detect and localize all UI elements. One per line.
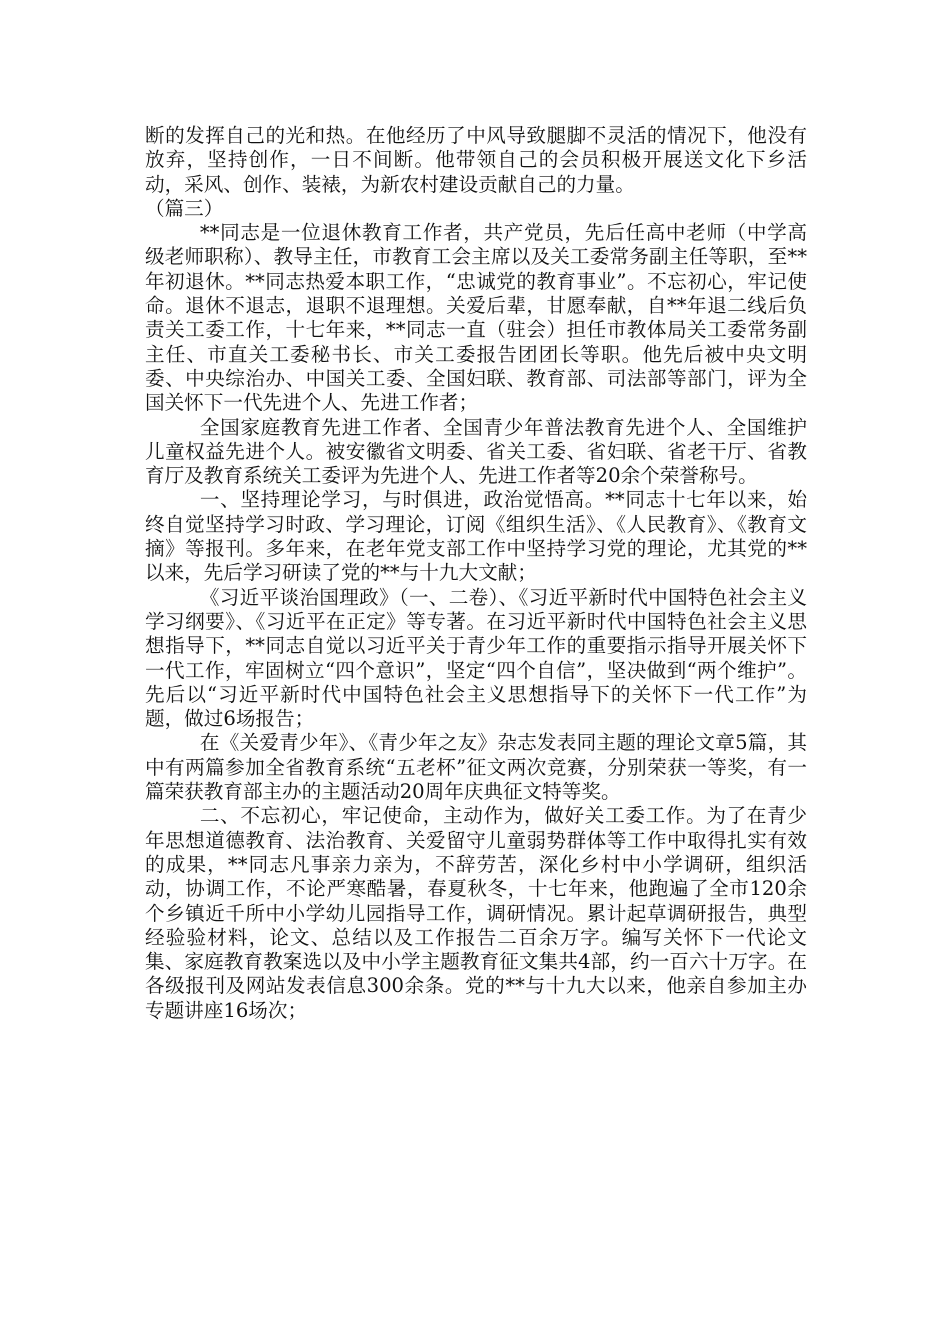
section-heading: （篇三） xyxy=(145,196,224,220)
paragraph-theory-study: 一、坚持理论学习，与时俱进，政治觉悟高。**同志十七年以来，始终自觉坚持学习时政、学习理论，订阅《组织生活》、《人民教育》、《教育文摘》等报刊。多年来，在老年党支部工作中坚持学习党的理论，尤其党的**以来，先后学习研读了党的**与十九大文献； xyxy=(145,488,807,585)
paragraph-works: 《习近平谈治国理政》（一、二卷）、《习近平新时代中国特色社会主义学习纲要》、《习近平在正定》等专著。在习近平新时代中国特色社会主义思想指导下，**同志自觉以习近平关于青少年工作的重要指示指导开展关怀下一代工作，牢固树立“四个意识”，坚定“四个自信”，坚决做到“两个维护”。先后以“习近平新时代中国特色社会主义思想指导下的关怀下一代工作”为题，做过6场报告； xyxy=(145,585,807,731)
paragraph-honors: 全国家庭教育先进工作者、全国青少年普法教育先进个人、全国维护儿童权益先进个人。被安徽省文明委、省关工委、省妇联、省老干厅、省教育厅及教育系统关工委评为先进个人、先进工作者等20余个荣誉称号。 xyxy=(145,415,807,488)
paragraph-continuation: 断的发挥自己的光和热。在他经历了中风导致腿脚不灵活的情况下，他没有放弃，坚持创作，一日不间断。他带领自己的会员积极开展送文化下乡活动，采风、创作、装裱，为新农村建设贡献自己的力量。 xyxy=(145,124,807,196)
paragraph-articles: 在《关爱青少年》、《青少年之友》杂志发表同主题的理论文章5篇，其中有两篇参加全省教育系统“五老杯”征文两次竞赛，分别荣获一等奖，有一篇荣获教育部主办的主题活动20周年庆典征文特等奖。 xyxy=(145,731,807,804)
document-page xyxy=(145,124,807,1023)
paragraph-intro: **同志是一位退休教育工作者，共产党员，先后任高中老师（中学高级老师职称）、教导主任，市教育工会主席以及关工委常务副主任等职，至**年初退休。**同志热爱本职工作，“忠诚党的教育事业”。不忘初心，牢记使命。退休不退志，退职不退理想。关爱后辈，甘愿奉献，自**年退二线后负责关工委工作，十七年来，**同志一直（驻会）担任市教体局关工委常务副主任、市直关工委秘书长、市关工委报告团团长等职。他先后被中央文明委、中央综治办、中国关工委、全国妇联、教育部、司法部等部门，评为全国关怀下一代先进个人、先进工作者； xyxy=(145,221,807,415)
paragraph-mission: 二、不忘初心，牢记使命，主动作为，做好关工委工作。为了在青少年思想道德教育、法治教育、关爱留守儿童弱势群体等工作中取得扎实有效的成果，**同志凡事亲力亲为，不辞劳苦，深化乡村中小学调研，组织活动，协调工作，不论严寒酷暑，春夏秋冬，十七年来，他跑遍了全市120余个乡镇近千所中小学幼儿园指导工作，调研情况。累计起草调研报告，典型经验验材料，论文、总结以及工作报告二百余万字。编写关怀下一代论文集、家庭教育教案选以及中小学主题教育征文集共4部，约一百六十万字。在各级报刊及网站发表信息300余条。党的**与十九大以来，他亲自参加主办专题讲座16场次； xyxy=(145,804,807,1022)
